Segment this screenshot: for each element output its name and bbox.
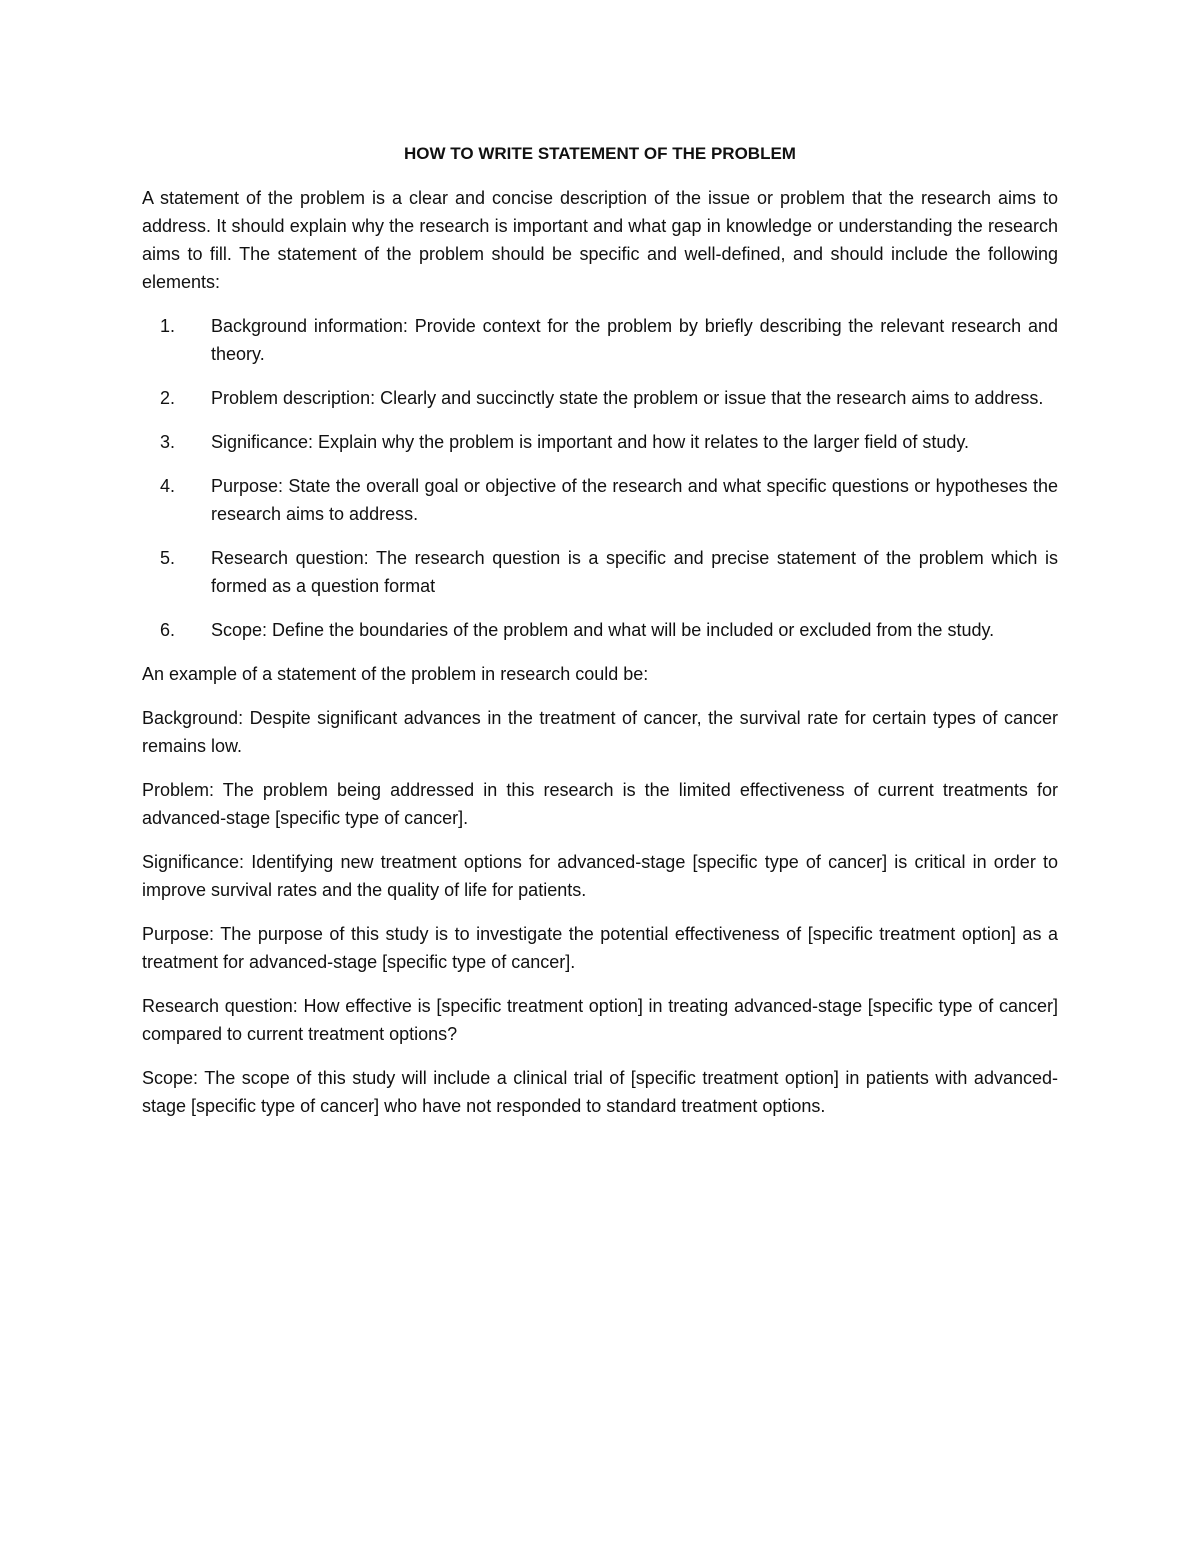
example-significance: Significance: Identifying new treatment options for advanced-stage [specific type of cancer] is critical in order to improve survival rates and the quality of life for patients. <box>142 852 1058 900</box>
list-item <box>142 312 1058 368</box>
elements-list <box>142 312 1058 644</box>
list-item-text: Problem description: Clearly and succinctly state the problem or issue that the research aims to address. <box>211 388 1044 408</box>
list-item-number: 5. <box>160 548 176 568</box>
list-item-number: 2. <box>160 388 176 408</box>
document-page <box>142 140 1058 1136</box>
list-item-text: Purpose: State the overall goal or objective of the research and what specific questions or hypotheses the research aims to address. <box>211 476 1058 524</box>
list-item-number: 1. <box>160 316 176 336</box>
list-item-number: 4. <box>160 476 176 496</box>
list-item-text: Significance: Explain why the problem is important and how it relates to the larger field of study. <box>211 432 970 452</box>
list-item-text: Background information: Provide context for the problem by briefly describing the relevant research and theory. <box>211 316 1058 364</box>
example-research-question: Research question: How effective is [specific treatment option] in treating advanced-stage [specific type of cancer] compared to current treatment options? <box>142 996 1058 1044</box>
intro-paragraph: A statement of the problem is a clear and concise description of the issue or problem that the research aims to address. It should explain why the research is important and what gap in knowledge or understanding the research aims to fill. The statement of the problem should be specific and well-defined, and should include the following elements: <box>142 188 1058 292</box>
example-scope: Scope: The scope of this study will include a clinical trial of [specific treatment option] in patients with advanced-stage [specific type of cancer] who have not responded to standard treatment options. <box>142 1068 1058 1116</box>
document-title: HOW TO WRITE STATEMENT OF THE PROBLEM <box>404 144 796 163</box>
example-purpose: Purpose: The purpose of this study is to investigate the potential effectiveness of [specific treatment option] as a treatment for advanced-stage [specific type of cancer]. <box>142 924 1058 972</box>
list-item <box>142 544 1058 600</box>
example-problem: Problem: The problem being addressed in this research is the limited effectiveness of current treatments for advanced-stage [specific type of cancer]. <box>142 780 1058 828</box>
list-item-text: Research question: The research question is a specific and precise statement of the problem which is formed as a question format <box>211 548 1058 596</box>
list-item <box>142 472 1058 528</box>
list-item <box>142 616 1058 644</box>
example-intro: An example of a statement of the problem in research could be: <box>142 664 649 684</box>
example-background: Background: Despite significant advances in the treatment of cancer, the survival rate for certain types of cancer remains low. <box>142 708 1058 756</box>
list-item-number: 3. <box>160 432 176 452</box>
list-item-number: 6. <box>160 620 176 640</box>
list-item <box>142 384 1058 412</box>
list-item <box>142 428 1058 456</box>
list-item-text: Scope: Define the boundaries of the problem and what will be included or excluded from the study. <box>211 620 995 640</box>
